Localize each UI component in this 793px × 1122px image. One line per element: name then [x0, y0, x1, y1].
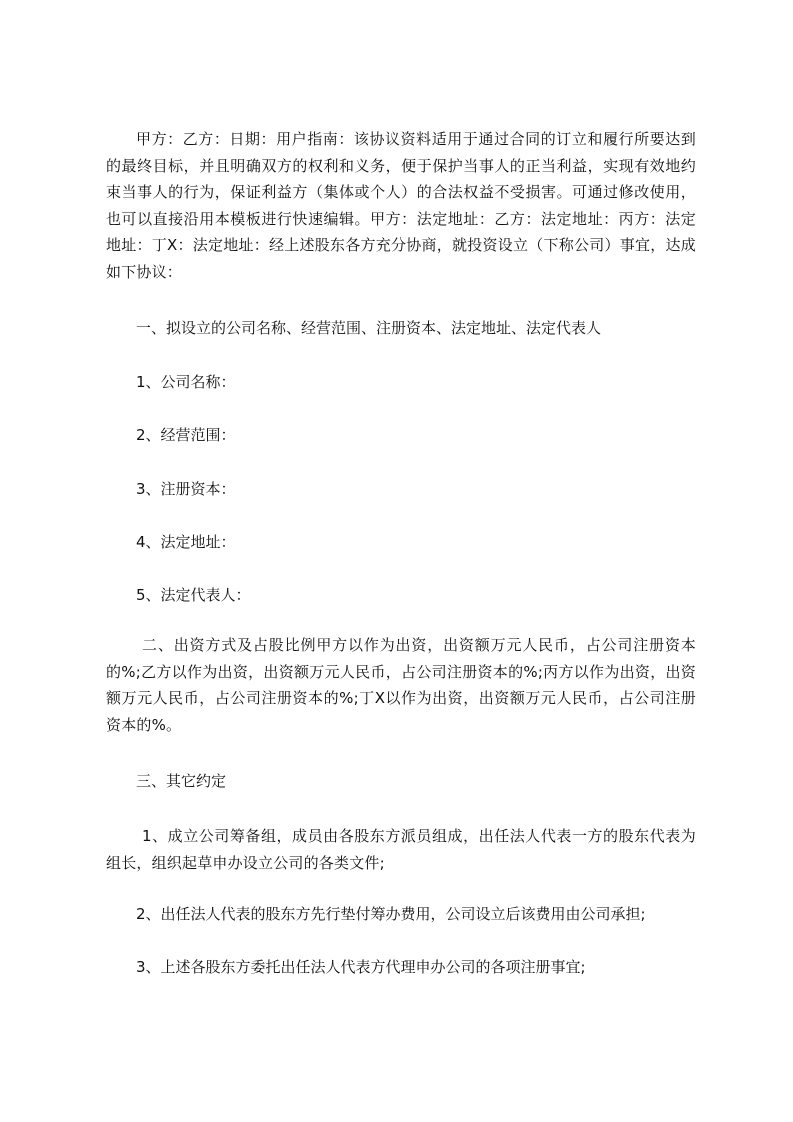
section-1-item-registered-capital: 3、注册资本：	[136, 480, 236, 498]
section-1-heading: 一、拟设立的公司名称、经营范围、注册资本、法定地址、法定代表人	[136, 319, 602, 337]
section-1-item-legal-representative: 5、法定代表人：	[136, 586, 251, 604]
section-3-heading: 三、其它约定	[136, 772, 227, 790]
section-3-item-1: 1、成立公司筹备组，成员由各股东方派员组成，出任法人代表一方的股东代表为组长，组织起草申办设立公司的各类文件;	[106, 827, 696, 872]
intro-paragraph: 甲方：乙方：日期：用户指南：该协议资料适用于通过合同的订立和履行所要达到的最终目标，并且明确双方的权利和义务，便于保护当事人的正当利益，实现有效地约束当事人的行为，保证利益方（集体或个人）的合法权益不受损害。可通过修改使用，也可以直接沿用本模板进行快速编辑。甲方：法定地址：乙方：法定地址：丙方：法定地址：丁X：法定地址：经上述股东各方充分协商，就投资设立（下称公司）事宜，达成如下协议：	[106, 130, 696, 281]
section-1-item-business-scope: 2、经营范围：	[136, 426, 236, 444]
section-3-item-2: 2、出任法人代表的股东方先行垫付筹办费用，公司设立后该费用由公司承担;	[136, 905, 646, 923]
section-3-item-3: 3、上述各股东方委托出任法人代表方代理申办公司的各项注册事宜;	[136, 958, 586, 976]
section-1-item-legal-address: 4、法定地址：	[136, 533, 236, 551]
section-1-item-company-name: 1、公司名称：	[136, 373, 236, 391]
section-2-paragraph: 二、出资方式及占股比例甲方以作为出资，出资额万元人民币，占公司注册资本的%;乙方以作为出资，出资额万元人民币，占公司注册资本的%;丙方以作为出资，出资额万元人民币，占公司注册资本的%;丁X以作为出资，出资额万元人民币，占公司注册资本的%。	[106, 636, 696, 734]
